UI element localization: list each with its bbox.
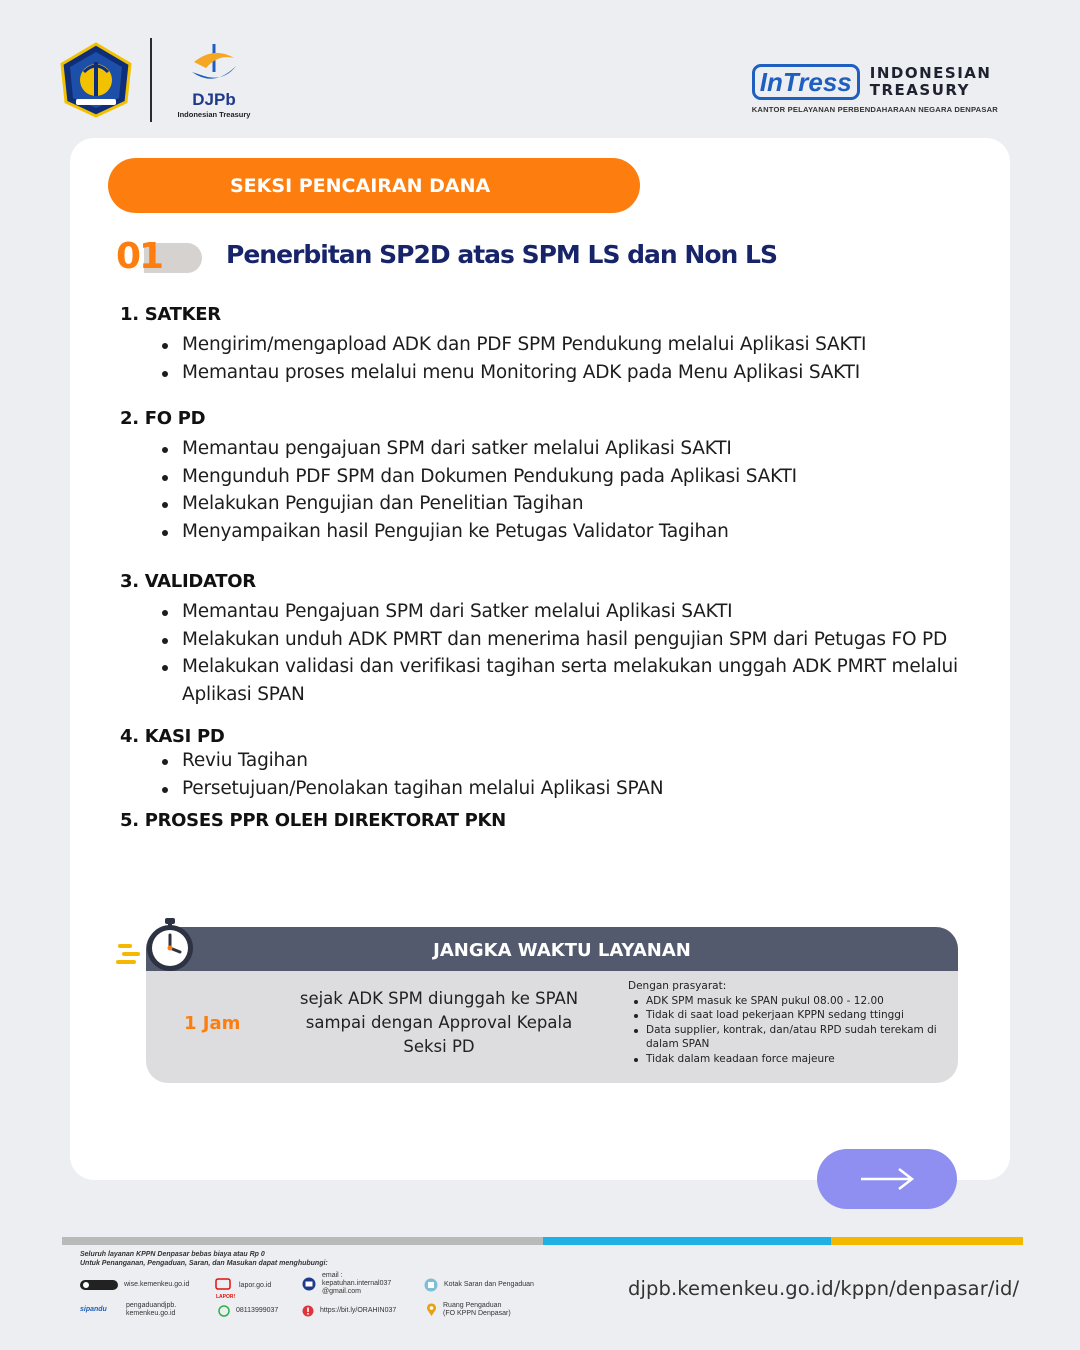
section-pill: SEKSI PENCAIRAN DANA [108, 158, 640, 213]
list-item: Persetujuan/Penolakan tagihan melalui Aplikasi SPAN [162, 775, 958, 803]
suggestion-box-icon [424, 1278, 438, 1292]
arrow-right-icon [859, 1167, 915, 1191]
section-number: 01 [116, 240, 204, 276]
requirement-item: ADK SPM masuk ke SPAN pukul 08.00 - 12.00 [634, 994, 948, 1009]
wise-logo-icon [80, 1280, 118, 1290]
footer-bar-yellow [831, 1237, 1023, 1245]
requirements-label: Dengan prasyarat: [628, 980, 727, 992]
list-item: Mengirim/mengapload ADK dan PDF SPM Pendukung melalui Aplikasi SAKTI [162, 331, 958, 359]
footer-note: Seluruh layanan KPPN Denpasar bebas biaya atau Rp 0 Untuk Penanganan, Pengaduan, Saran, dan Masukan dapat menghubungi: [80, 1251, 328, 1267]
group-heading: 5. PROSES PPR OLEH DIREKTORAT PKN [120, 810, 506, 831]
list-item: Melakukan Pengujian dan Penelitian Tagihan [162, 490, 958, 518]
contact-whatsapp[interactable]: 08113999037 [218, 1305, 278, 1317]
group-heading: 3. VALIDATOR [120, 571, 256, 592]
contact-ruang-pengaduan[interactable]: Ruang Pengaduan (FO KPPN Denpasar) [426, 1302, 511, 1318]
contact-lapor[interactable]: lapor.go.id [215, 1278, 271, 1294]
requirement-item: Tidak dalam keadaan force majeure [634, 1052, 948, 1067]
location-pin-icon [426, 1303, 437, 1317]
contact-wise[interactable]: wise.kemenkeu.go.id [80, 1280, 189, 1290]
email-icon [302, 1277, 316, 1291]
group-heading: 2. FO PD [120, 408, 206, 429]
service-requirements [628, 979, 948, 1067]
djpb-logo [174, 42, 254, 119]
section-title: Penerbitan SP2D atas SPM LS dan Non LS [226, 240, 777, 269]
requirement-item: Tidak di saat load pekerjaan KPPN sedang ttinggi [634, 1008, 948, 1023]
alert-icon [302, 1305, 314, 1317]
content-card [70, 138, 1010, 1180]
process-group [120, 571, 958, 708]
list-item: Melakukan validasi dan verifikasi tagihan serta melakukan unggah ADK PMRT melalui Aplikasi SPAN [162, 653, 958, 708]
requirement-item: Data supplier, kontrak, dan/atau RPD sudah terekam di dalam SPAN [634, 1023, 948, 1052]
contact-bitly[interactable]: https://bit.ly/ORAHIN037 [302, 1305, 396, 1317]
sipandu-logo: sipandu [80, 1306, 107, 1313]
intress-title: INDONESIAN TREASURY [869, 64, 992, 99]
djpb-subtitle: Indonesian Treasury [177, 109, 251, 119]
service-time-body [146, 971, 958, 1083]
next-button[interactable] [817, 1149, 957, 1209]
group-heading: 1. SATKER [120, 304, 221, 325]
djpb-name: DJPb [192, 89, 236, 109]
service-time-title: JANGKA WAKTU LAYANAN [146, 927, 958, 973]
lapor-badge: LAPOR! [216, 1294, 236, 1300]
intress-brand [752, 64, 998, 114]
office-name: KANTOR PELAYANAN PERBENDAHARAAN NEGARA DENPASAR [751, 105, 998, 114]
list-item: Mengunduh PDF SPM dan Dokumen Pendukung pada Aplikasi SAKTI [162, 463, 958, 491]
footer-bar-gray [62, 1237, 543, 1245]
service-description: sejak ADK SPM diunggah ke SPAN sampai dengan Approval Kepala Seksi PD [299, 989, 579, 1056]
list-item: Reviu Tagihan [162, 747, 958, 775]
list-item: Memantau Pengajuan SPM dari Satker melalui Aplikasi SAKTI [162, 598, 958, 626]
contact-kotak-saran[interactable]: Kotak Saran dan Pengaduan [424, 1278, 534, 1292]
header-logos [58, 38, 254, 122]
list-item: Memantau pengajuan SPM dari satker melalui Aplikasi SAKTI [162, 435, 958, 463]
stopwatch-icon [114, 914, 204, 974]
process-group [120, 810, 958, 831]
intress-logo: InTress [752, 64, 860, 100]
process-groups [120, 304, 958, 831]
list-item: Memantau proses melalui menu Monitoring ADK pada Menu Aplikasi SAKTI [162, 359, 958, 387]
service-duration: 1 Jam [184, 1013, 241, 1034]
website-url[interactable]: djpb.kemenkeu.go.id/kppn/denpasar/id/ [628, 1277, 1020, 1300]
list-item: Menyampaikan hasil Pengujian ke Petugas Validator Tagihan [162, 518, 958, 546]
group-heading: 4. KASI PD [120, 726, 225, 747]
lapor-icon [215, 1278, 233, 1294]
list-item: Melakukan unduh ADK PMRT dan menerima hasil pengujian SPM dari Petugas FO PD [162, 626, 958, 654]
kemenkeu-logo-icon [58, 42, 134, 118]
djpb-swirl-icon [184, 42, 244, 88]
whatsapp-icon [218, 1305, 230, 1317]
service-time-box [146, 927, 958, 1083]
process-group [120, 304, 958, 386]
process-group [120, 726, 958, 802]
contact-email[interactable]: email : kepatuhan.internal037 @gmail.com [302, 1272, 408, 1296]
contact-pengaduan[interactable]: sipandu pengaduandjpb. kemenkeu.go.id [80, 1302, 177, 1317]
footer-bar-blue [543, 1237, 831, 1245]
header-divider [150, 38, 152, 122]
process-group [120, 408, 958, 545]
